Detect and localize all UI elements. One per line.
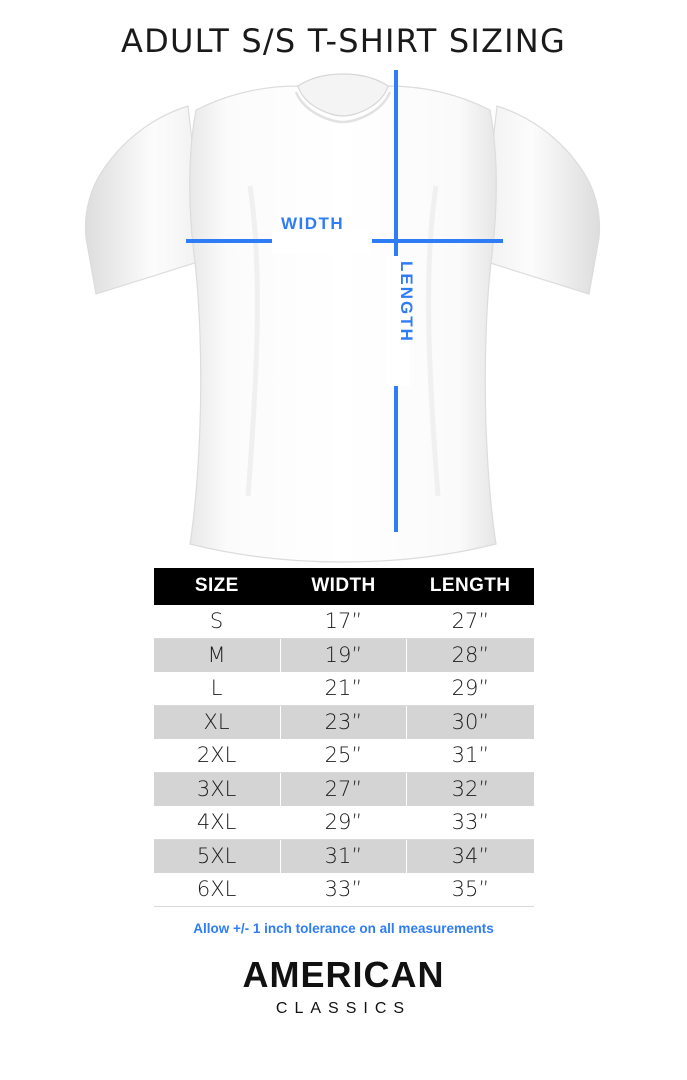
cell-width: 21” — [280, 672, 407, 706]
right-sleeve — [487, 106, 600, 294]
cell-size: 6XL — [154, 873, 281, 907]
table-row — [154, 706, 534, 740]
left-sleeve — [86, 106, 199, 294]
tolerance-note: Allow +/- 1 inch tolerance on all measurements — [193, 921, 494, 936]
cell-size: 5XL — [154, 840, 281, 874]
cell-length: 29” — [407, 672, 534, 706]
brand-name: AMERICAN — [242, 954, 445, 995]
cell-length: 34” — [407, 840, 534, 874]
size-table — [154, 568, 534, 907]
table-row — [154, 672, 534, 706]
cell-width: 31” — [280, 840, 407, 874]
cell-length: 28” — [407, 639, 534, 673]
cell-width: 29” — [280, 806, 407, 840]
cell-width: 33” — [280, 873, 407, 907]
cell-width: 17” — [280, 605, 407, 639]
tshirt-illustration — [0, 66, 687, 566]
table-header-row — [154, 568, 534, 605]
length-label: LENGTH — [397, 261, 416, 343]
table-row — [154, 639, 534, 673]
table-row — [154, 806, 534, 840]
size-table-wrapper — [154, 568, 534, 907]
cell-width: 25” — [280, 739, 407, 773]
brand-logo — [0, 954, 687, 1018]
cell-width: 27” — [280, 773, 407, 807]
header-size: SIZE — [154, 568, 281, 605]
cell-size: 3XL — [154, 773, 281, 807]
cell-length: 31” — [407, 739, 534, 773]
cell-length: 27” — [407, 605, 534, 639]
cell-width: 23” — [280, 706, 407, 740]
cell-width: 19” — [280, 639, 407, 673]
tshirt-diagram — [0, 66, 687, 566]
width-label: WIDTH — [281, 214, 345, 233]
header-length: LENGTH — [407, 568, 534, 605]
table-row — [154, 873, 534, 907]
shirt-body — [190, 86, 497, 562]
cell-size: 4XL — [154, 806, 281, 840]
table-row — [154, 840, 534, 874]
cell-length: 30” — [407, 706, 534, 740]
cell-size: 2XL — [154, 739, 281, 773]
cell-size: M — [154, 639, 281, 673]
cell-length: 33” — [407, 806, 534, 840]
cell-size: L — [154, 672, 281, 706]
header-width: WIDTH — [280, 568, 407, 605]
table-row — [154, 773, 534, 807]
table-row — [154, 605, 534, 639]
table-row — [154, 739, 534, 773]
page-title: ADULT S/S T-SHIRT SIZING — [121, 22, 566, 60]
cell-length: 35” — [407, 873, 534, 907]
cell-size: S — [154, 605, 281, 639]
cell-length: 32” — [407, 773, 534, 807]
cell-size: XL — [154, 706, 281, 740]
brand-tagline: CLASSICS — [275, 1000, 412, 1017]
